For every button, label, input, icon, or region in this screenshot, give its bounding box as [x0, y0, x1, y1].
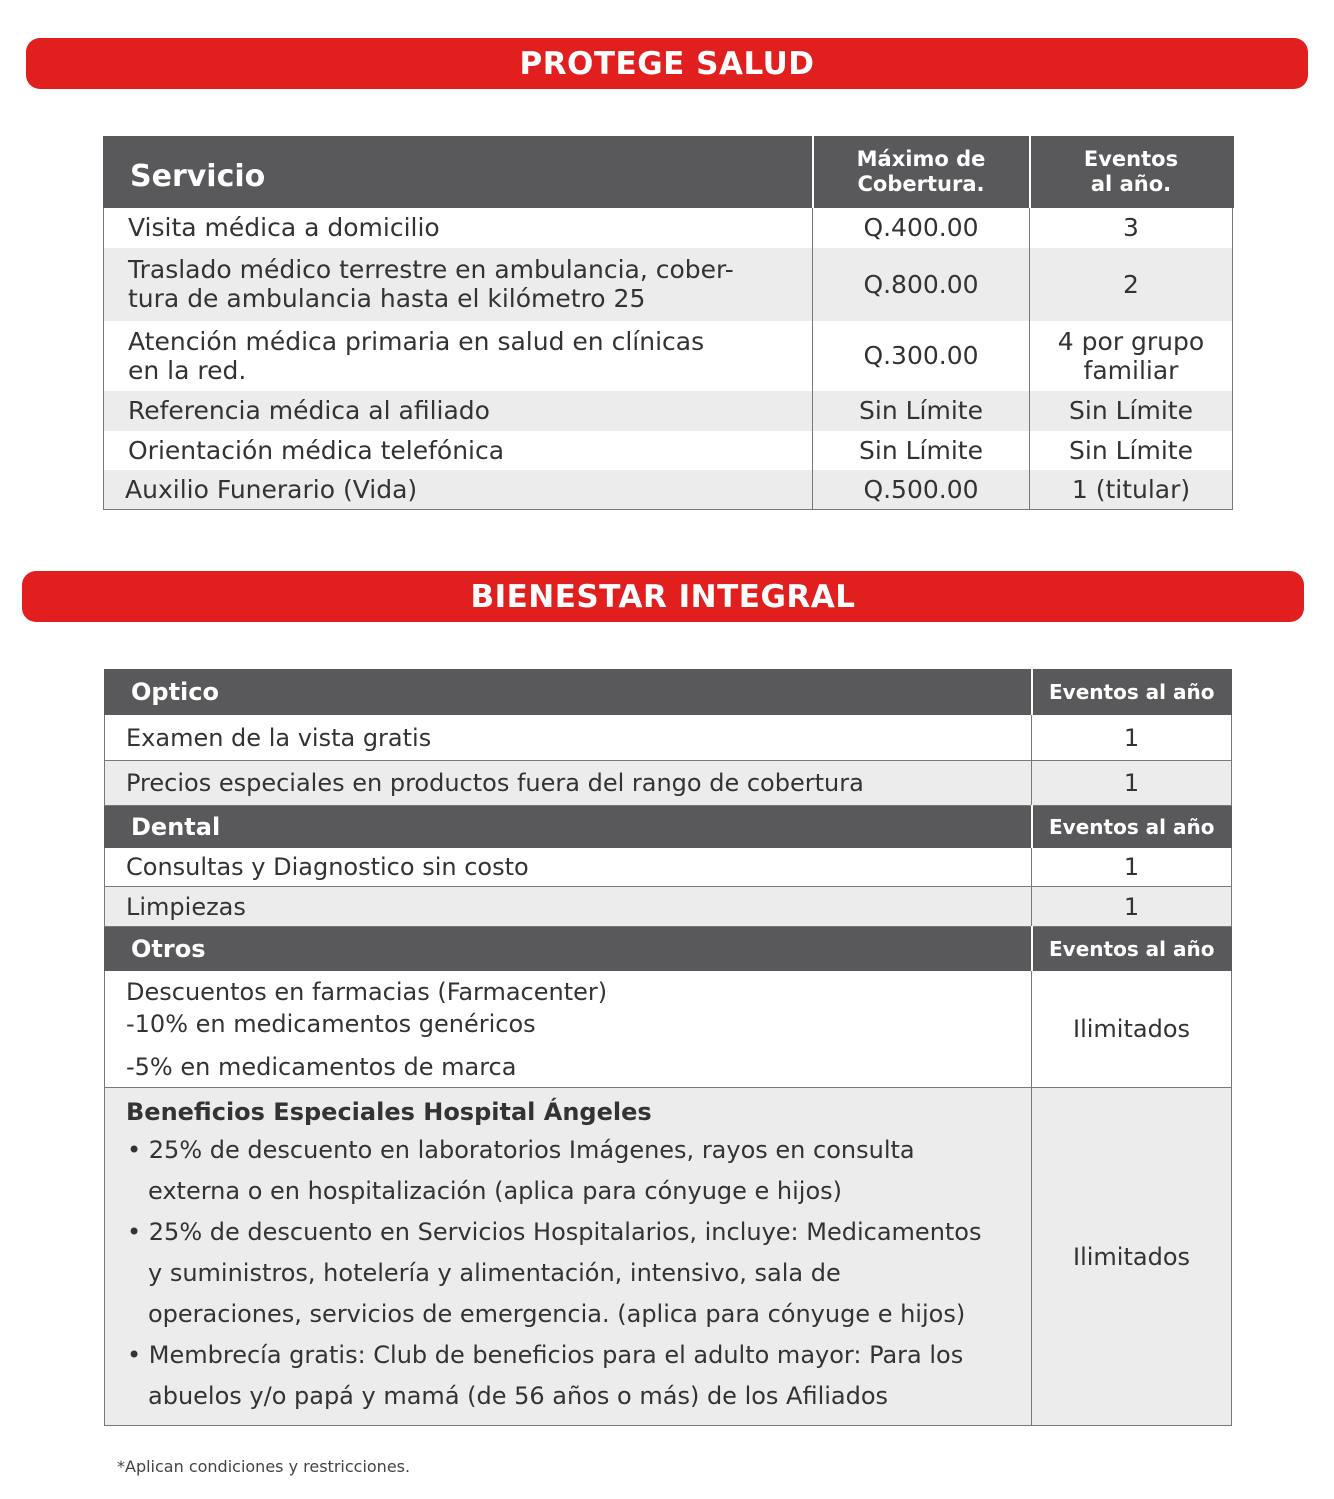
farmacias-line: Descuentos en farmacias (Farmacenter)	[126, 977, 608, 1006]
section-title: Optico	[105, 670, 1032, 715]
events-cell: 2	[1030, 248, 1233, 321]
section-header-otros	[105, 927, 1232, 971]
table-row	[104, 208, 1233, 248]
benefit-cell: Consultas y Diagnostico sin costo	[105, 848, 1032, 887]
benefit-cell: Examen de la vista gratis	[105, 715, 1032, 761]
table-row	[104, 470, 1233, 510]
bienestar-integral-table	[104, 669, 1232, 1426]
events-cell: 1 (titular)	[1030, 470, 1233, 510]
events-cell: Sin Límite	[1030, 431, 1233, 470]
table-row	[104, 431, 1233, 470]
table-row	[105, 848, 1232, 887]
events-cell: 1	[1032, 715, 1232, 761]
service-cell: Atención médica primaria en salud en clínicas en la red.	[104, 321, 813, 391]
section-header-optico	[105, 670, 1232, 715]
events-cell: 1	[1032, 761, 1232, 806]
table-row	[105, 761, 1232, 806]
header-maximo-cobertura: Máximo de Cobertura.	[813, 137, 1030, 208]
benefit-bullet: • 25% de descuento en Servicios Hospitalarios, incluye: Medicamentos y suministros, hotelería y alimentación, intensivo, sala de operaciones, servicios de emergencia. (aplica para cónyuge e hijos)	[127, 1218, 982, 1328]
max-coverage-cell: Q.400.00	[813, 208, 1030, 248]
header-eventos-anio: Eventos al año.	[1030, 137, 1233, 208]
farmacias-line: -10% en medicamentos genéricos	[126, 1009, 536, 1038]
max-coverage-cell: Q.800.00	[813, 248, 1030, 321]
service-cell: Traslado médico terrestre en ambulancia, cober- tura de ambulancia hasta el kilómetro 25	[104, 248, 813, 321]
section-header-dental	[105, 806, 1232, 848]
max-coverage-cell: Q.300.00	[813, 321, 1030, 391]
max-coverage-cell: Q.500.00	[813, 470, 1030, 510]
section-events-header: Eventos al año	[1032, 927, 1232, 971]
service-cell: Orientación médica telefónica	[104, 431, 813, 470]
protege-salud-banner	[26, 38, 1308, 89]
service-cell: Visita médica a domicilio	[104, 208, 813, 248]
farmacias-benefit-cell	[105, 971, 1032, 1088]
hospital-angeles-benefit-cell	[105, 1088, 1032, 1426]
benefit-cell: Precios especiales en productos fuera del rango de cobertura	[105, 761, 1032, 806]
benefit-bullet: • 25% de descuento en laboratorios Imágenes, rayos en consulta externa o en hospitalización (aplica para cónyuge e hijos)	[127, 1136, 915, 1205]
table-header-row	[104, 137, 1233, 208]
table-row	[104, 391, 1233, 431]
events-cell: 4 por grupo familiar	[1030, 321, 1233, 391]
section-events-header: Eventos al año	[1032, 670, 1232, 715]
section-title: Dental	[105, 806, 1032, 848]
table-row	[105, 1088, 1232, 1426]
service-cell: Auxilio Funerario (Vida)	[104, 470, 813, 510]
benefit-bullet: • Membrecía gratis: Club de beneficios para el adulto mayor: Para los abuelos y/o papá y mamá (de 56 años o más) de los Afiliados	[127, 1341, 964, 1410]
events-cell: 1	[1032, 887, 1232, 927]
section-events-header: Eventos al año	[1032, 806, 1232, 848]
events-cell: 1	[1032, 848, 1232, 887]
header-servicio: Servicio	[104, 137, 813, 208]
footnote: *Aplican condiciones y restricciones.	[117, 1457, 411, 1476]
bienestar-integral-title: BIENESTAR INTEGRAL	[470, 578, 856, 615]
farmacias-line: -5% en medicamentos de marca	[126, 1052, 517, 1081]
table-row	[105, 887, 1232, 927]
events-cell: Ilimitados	[1032, 1088, 1232, 1426]
service-cell: Referencia médica al afiliado	[104, 391, 813, 431]
max-coverage-cell: Sin Límite	[813, 431, 1030, 470]
events-cell: 3	[1030, 208, 1233, 248]
protege-salud-title: PROTEGE SALUD	[519, 45, 815, 82]
table-row	[104, 248, 1233, 321]
section-title: Otros	[105, 927, 1032, 971]
events-cell: Ilimitados	[1032, 971, 1232, 1088]
protege-salud-table	[103, 136, 1234, 510]
hospital-angeles-title: Beneficios Especiales Hospital Ángeles	[126, 1098, 652, 1126]
bienestar-integral-banner	[22, 571, 1304, 622]
table-row	[104, 321, 1233, 391]
max-coverage-cell: Sin Límite	[813, 391, 1030, 431]
benefit-cell: Limpiezas	[105, 887, 1032, 927]
table-row	[105, 715, 1232, 761]
table-row	[105, 971, 1232, 1088]
events-cell: Sin Límite	[1030, 391, 1233, 431]
